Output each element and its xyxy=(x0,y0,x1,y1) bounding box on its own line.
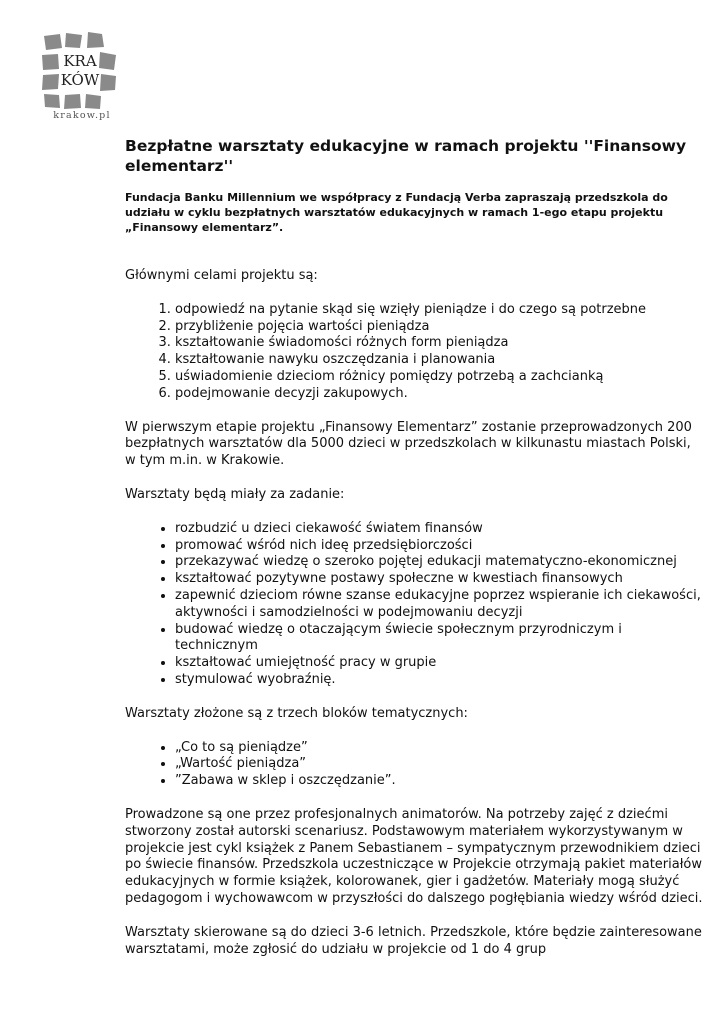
list-item: • rozbudzić u dzieci ciekawość światem finansów xyxy=(175,521,703,538)
list-item: • kształtować pozytywne postawy społeczne w kwestiach finansowych xyxy=(175,571,703,588)
article-title: Bezpłatne warsztaty edukacyjne w ramach projektu ''Finansowy elementarz'' xyxy=(125,137,687,175)
logo-caption: krakow.pl xyxy=(53,110,111,121)
tasks-intro: Warsztaty będą miały za zadanie: xyxy=(125,486,345,502)
list-item: • stymulować wyobraźnię. xyxy=(175,672,703,689)
animators-paragraph: Prowadzone są one przez profesjonalnych animatorów. Na potrzeby zajęć z dziećmi stworzony został autorski scenariusz. Podstawowym materiałem wykorzystywanym w projekcie jest cykl książek z Panem Sebastianem – sympatycznym przewodnikiem dzieci po świecie finansów. Przedszkola uczestniczące w Projekcie otrzymają pakiet materiałów edukacyjnych w formie książek, kolorowanek, gier i gadżetów. Materiały mogą służyć pedagogom i wychowawcom w przyszłości do dalszego pogłębiania wiedzy wśród dzieci. xyxy=(125,806,703,906)
list-item: • zapewnić dzieciom równe szanse edukacyjne poprzez wspieranie ich ciekawości, aktywności i samodzielności w podejmowaniu decyzji xyxy=(175,588,703,622)
list-item: • budować wiedzę o otaczającym świecie społecznym przyrodniczym i technicznym xyxy=(175,622,703,656)
goals-intro: Głównymi celami projektu są: xyxy=(125,268,318,283)
list-item: 1. odpowiedź na pytanie skąd się wzięły pieniądze i do czego są potrzebne xyxy=(175,302,703,319)
list-item: • promować wśród nich ideę przedsiębiorczości xyxy=(175,538,703,555)
tasks-list xyxy=(125,521,703,689)
list-item: 4. kształtowanie nawyku oszczędzania i planowania xyxy=(175,352,703,369)
goals-list xyxy=(125,302,703,403)
list-item: • ”Zabawa w sklep i oszczędzanie”. xyxy=(175,773,703,790)
list-item: • „Co to są pieniądze” xyxy=(175,740,703,757)
list-item: 2. przybliżenie pojęcia wartości pieniądza xyxy=(175,319,703,336)
blocks-intro: Warsztaty złożone są z trzech bloków tematycznych: xyxy=(125,705,468,721)
logo-text-kow: KÓW xyxy=(60,71,100,89)
list-item: • „Wartość pieniądza” xyxy=(175,756,703,773)
article xyxy=(125,136,703,958)
list-item: • przekazywać wiedzę o szeroko pojętej edukacji matematyczno-ekonomicznej xyxy=(175,554,703,571)
stage-paragraph: W pierwszym etapie projektu „Finansowy Elementarz” zostanie przeprowadzonych 200 bezpłatnych warsztatów dla 5000 dzieci w przedszkolach w kilkunastu miastach Polski, w tym m.in. w Krakowie. xyxy=(125,419,692,469)
list-item: 3. kształtowanie świadomości różnych form pieniądza xyxy=(175,335,703,352)
article-lead: Fundacja Banku Millennium we współpracy z Fundacją Verba zapraszają przedszkola do udziału w cyklu bezpłatnych warsztatów edukacyjnych w ramach 1-ego etapu projektu „Finansowy elementarz”. xyxy=(125,191,668,234)
list-item: • kształtować umiejętność pracy w grupie xyxy=(175,655,703,672)
target-paragraph: Warsztaty skierowane są do dzieci 3-6 letnich. Przedszkole, które będzie zainteresowane warsztatami, może zgłosić do udziału w projekcie od 1 do 4 grup xyxy=(125,924,702,957)
blocks-list xyxy=(125,740,703,790)
krakow-logo xyxy=(38,30,126,125)
logo-text-kra: KRA xyxy=(63,52,97,70)
list-item: 5. uświadomienie dzieciom różnicy pomiędzy potrzebą a zachcianką xyxy=(175,369,703,386)
list-item: 6. podejmowanie decyzji zakupowych. xyxy=(175,386,703,403)
krakow-logo-mark xyxy=(38,30,126,110)
